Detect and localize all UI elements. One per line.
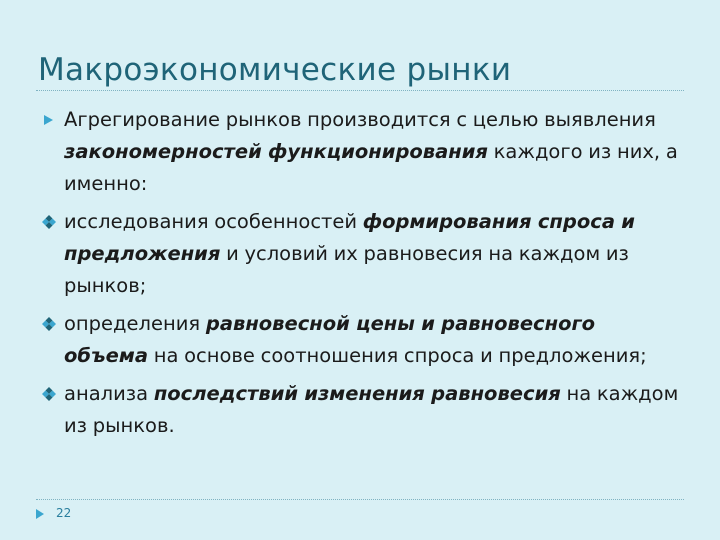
triangle-bullet-icon	[44, 115, 53, 125]
diamond-bullet-icon	[42, 215, 56, 229]
list-item	[42, 104, 682, 200]
text-plain: анализа	[64, 382, 154, 405]
slide-title: Макроэкономические рынки	[38, 52, 512, 88]
title-divider	[36, 90, 684, 91]
list-item	[42, 308, 682, 372]
text-plain: определения	[64, 312, 206, 335]
text-plain: и условий их равновесия на каждом из рынков;	[64, 242, 629, 297]
text-emphasis: закономерностей функционирования	[64, 140, 488, 163]
page-number: 22	[56, 506, 72, 520]
text-plain: каждого из них, а именно:	[64, 140, 678, 195]
list-item-text	[64, 308, 682, 372]
list-item-text	[64, 104, 682, 200]
text-plain: на основе соотношения спроса и предложения;	[148, 344, 647, 367]
text-emphasis: последствий изменения равновесия	[153, 382, 561, 405]
text-emphasis: формирования спроса и предложения	[64, 210, 635, 265]
diamond-bullet-icon	[42, 317, 56, 331]
text-plain: Агрегирование рынков производится с целью выявления	[64, 108, 656, 131]
text-plain: исследования особенностей	[64, 210, 363, 233]
list-item-text	[64, 206, 682, 302]
text-emphasis: равновесной цены и равновесного объема	[64, 312, 596, 367]
footer-divider	[36, 499, 684, 500]
list-item	[42, 206, 682, 302]
page-marker-icon	[36, 509, 44, 519]
list-item	[42, 378, 682, 442]
list-item-text	[64, 378, 682, 442]
text-plain: на каждом из рынков.	[64, 382, 679, 437]
bullet-list	[42, 104, 682, 448]
diamond-bullet-icon	[42, 387, 56, 401]
